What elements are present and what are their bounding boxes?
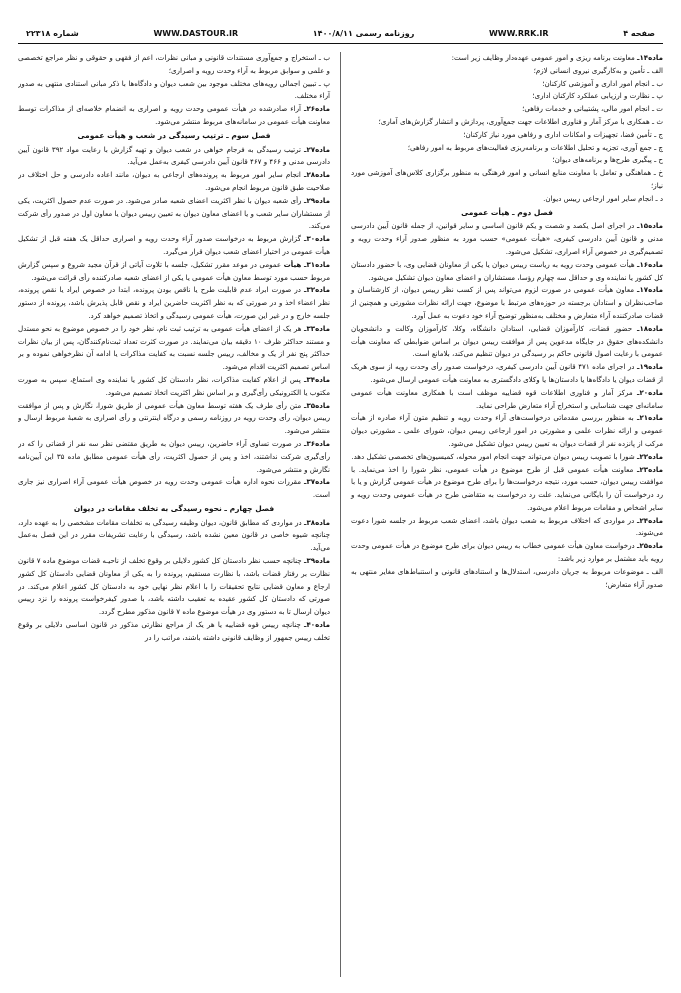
paragraph-text: الف ـ تأمین و به‌کارگیری نیروی انسانی لازم؛ <box>533 65 663 75</box>
article-paragraph <box>351 387 663 413</box>
paragraph-text: خ ـ هماهنگی و تعامل با معاونت منابع انسانی و امور فرهنگی به منظور برگزاری کلاس‌های آموزشی مورد نیاز؛ <box>351 168 663 190</box>
article-paragraph <box>18 438 330 476</box>
paragraph-text: در صورت تساوی آراء حاضرین، رییس دیوان به طریق مقتضی نظر سه نفر از قضاتی را که در رأی‌گیری شرکت نداشتند، اخذ و پس از حصول اکثریت، رأی هیأت عمومی مطابق ماده ۳۵ این آیین‌نامه نگارش و منتشر می‌شود. <box>18 438 330 474</box>
column-divider <box>336 52 345 977</box>
article-paragraph <box>351 540 663 566</box>
paragraph-text: هر یک از اعضای هیأت عمومی به ترتیب ثبت نام، نظر خود را در خصوص موضوع به نحو مستدل و مستند حداکثر ظرف ۱۰ دقیقه بیان می‌نمایند. در صورت کثرت تعداد ثبت‌نام‌کنندگان، پس از بیان نظرات حداکثر پنج نفر از یک و مخالف، رییس جلسه نسبت به کفایت مذاکرات یا ادامه آن نظرخواهی نموده و بر اساس تصمیم اکثریت اقدام می‌شود. <box>18 323 330 372</box>
paragraph-text: د ـ انجام سایر امور ارجاعی رییس دیوان. <box>543 193 663 203</box>
article-paragraph <box>18 555 330 619</box>
paragraph-text: در صورت ابراد عدم قابلیت طرح یا ناقص بودن پرونده، ابتدا در خصوص ایراد یا نقص پرونده، نظر اعضاء اخذ و در صورتی که به نظر اکثریت حاضرین ایراد و نقص قابل پذیرش باشد، پرونده از دستور جلسه خارج و در غیر این صورت، هیأت عمومی رسیدگی و اتخاذ تصمیم خواهد کرد. <box>18 285 330 320</box>
article-label: ماده۳۷ـ <box>304 477 330 487</box>
paragraph-text: ترتیب رسیدگی به فرجام خواهی در شعب دیوان و تهیه گزارش با رعایت مواد ۳۹۲ قانون آیین دادرسی مدنی و ۴۶۶ و ۴۶۷ قانون آیین دادرسی کیفری به‌عمل می‌آید. <box>18 144 330 167</box>
paragraph-text: متن رأی طرف یک هفته توسط معاون هیأت عمومی از طریق شورا، نگارش و پس از موافقت رییس دیوان، رأی وحدت رویه در روزنامه رسمی و درگاه اینترنتی و رأی اصراری به شعبهٔ مربوط ارسال و منتشر می‌شود. <box>18 400 330 436</box>
article-label: ماده۴۰ـ <box>304 620 330 630</box>
article-paragraph <box>351 451 663 464</box>
section-heading: فصل دوم ـ هیأت عمومی <box>461 207 553 217</box>
paragraph-text: چنانچه حسب نظر دادستان کل کشور دلایلی بر وقوع تخلف از ناحیـه قضات موضوع ماده ۷ قانون نظارت بر رفتار قضات باشد، با نظارت مستقیم، پرونده را به یکی از معاونان قضایی دادستان کل کشور ارجاع و معاون قضایی نتایج تحقیقات را با اعلام نظر نهایی خود به دادستان کل کشور اعلام می‌کند. در صورتی که دادستان کل کشور عقیده به تعقیب داشته باشد، با صدور کیفرخواست پرونده را نزد رییس دیوان ارسال تا به دستور وی در هیأت موضوع ماده ۷ قانون مذکور مطرح گردد. <box>18 556 330 617</box>
article-label: ماده۲۱ـ <box>637 413 663 423</box>
paragraph-text: حضور قضات، کارآموزان قضایی، استادان دانشگاه، وکلا، کارآموزان وکالت و دانشجویان دانشکده‌های حقوق در جایگاه مدعوین پس از موافقت رییس دیوان بر اساس ضوابطی که معاونت هیأت عمومی با رعایت اصول قانونی حاکم بر رسیدگی در دیوان تنظیم می‌کند، بلامانع است. <box>351 323 663 359</box>
section-heading: فصل سوم ـ ترتیب رسیدگی در شعب و هیأت عمومی <box>77 130 271 140</box>
article-label: ماده۲۲ـ <box>637 451 663 461</box>
article-label: ماده۲۸ـ <box>304 170 330 180</box>
paragraph-text: ج ـ تأمین فضا، تجهیزات و امکانات اداری و رفاهی مورد نیاز کارکنان؛ <box>463 129 663 139</box>
paragraph-text: ح ـ پیگیری طرح‌ها و برنامه‌های دیوان؛ <box>552 155 663 165</box>
paragraph-text: الف ـ موضوعات مربوط به جریان دادرسی، استدلال‌ها و استنادهای قانونی و استنباط‌های مغایر منتهی به صدور آراء متعارض؛ <box>351 566 663 589</box>
paragraph-text: پ ـ تبیین اجمالی رویه‌های مختلف موجود بین شعب دیوان و دادگاه‌ها با ذکر مبانی استنادی منتهی به صدور آراء مختلف. <box>18 78 330 101</box>
article-label: ماده۲۰ـ <box>637 387 663 397</box>
article-paragraph <box>18 374 330 400</box>
left-column <box>18 52 336 977</box>
paragraph-text: در اجرای ماده ۴۷۱ قانون آیین دادرسی کیفری، درخواست صدور رأی وحدت رویه از سوی هریک از قضات دیوان یا دادگاه‌ها یا دادستان‌ها یا وکلای دادگستری به معاونت هیأت عمومی ارسال می‌شود. <box>351 362 663 384</box>
paragraph-text: چنانچه رییس قوه قضاییه یا هر یک از مراجع نظارتی مذکور در قانون اساسی دلایلی بر وقوع تخلف رییس جمهور از وظایف قانونی داشته باشند، مراتب را در <box>18 620 330 642</box>
article-paragraph <box>18 517 330 555</box>
paragraph-text: چ ـ جمع آوری، تجزیه و تحلیل اطلاعات و برنامه‌ریزی فعالیت‌های مربوط به امور رفاهی؛ <box>407 142 663 152</box>
article-label: ماده۳۱ـ هیأت <box>283 259 330 269</box>
article-label: ماده۳۶ـ <box>304 438 330 448</box>
paragraph <box>351 193 663 206</box>
article-paragraph <box>351 52 663 65</box>
article-label: ماده۳۲ـ <box>304 285 330 295</box>
section-heading: فصل چهارم ـ نحوه رسیدگی به تخلف مقامات در دیوان <box>73 503 275 513</box>
article-label: ماده۳۴ـ <box>304 374 330 384</box>
paragraph-text: ث ـ همکاری با مرکز آمار و فناوری اطلاعات جهت جمع‌آوری، پردازش و انتشار گزارش‌های آماری؛ <box>378 116 663 126</box>
paragraph <box>18 78 330 104</box>
article-paragraph <box>351 464 663 515</box>
paragraph <box>351 167 663 193</box>
article-label: ماده۳۸ـ <box>304 517 330 527</box>
article-label: ماده۳۵ـ <box>304 400 330 410</box>
article-paragraph <box>351 284 663 322</box>
paragraph <box>351 142 663 155</box>
article-paragraph <box>18 476 330 502</box>
paragraph <box>18 52 330 78</box>
paragraph-text: درخواست معاون هیأت عمومی خطاب به رییس دیوان برای طرح موضوع در هیأت عمومی وحدت رویه باید مشتمل بر موارد زیر باشد: <box>351 541 663 564</box>
paragraph-text: مقررات نحوه اداره هیأت عمومی وحدت رویه در خصوص هیأت عمومی آراء اصراری نیز جاری است. <box>18 477 330 500</box>
article-paragraph <box>18 144 330 170</box>
article-paragraph <box>18 284 330 322</box>
article-paragraph <box>18 195 330 233</box>
article-paragraph <box>351 361 663 387</box>
paragraph-text: هیأت عمومی وحدت رویه به ریاست رییس دیوان یا یکی از معاونان قضایی وی، با حضور دادستان کل کشور یا نماینده وی و حداقل سه چهارم رؤسا، مستشاران و اعضای معاون دیوان تشکیل می‌شود. <box>351 259 663 282</box>
paragraph <box>351 116 663 129</box>
paragraph-text: پ ـ نظارت و ارزیابی عملکرد کارکنان اداری؛ <box>532 91 663 101</box>
article-paragraph <box>18 323 330 374</box>
article-label: ماده۲۹ـ <box>304 195 330 205</box>
article-paragraph <box>18 259 330 285</box>
paragraph-text: رأی شعبه دیوان با نظر اکثریت اعضای شعبه صادر می‌شود. در صورت عدم حصول اکثریت، یکی از مستشاران سایر شعب و یا اعضای معاون دیوان به تعیین رییس دیوان یا معاون اول در صدور رأی شرکت می‌کند. <box>18 195 330 231</box>
paragraph-text: معاونت هیأت عمومی قبل از طرح موضوع در هیأت عمومی، نظر شورا را اخذ می‌نماید. با موافقت رییس دیوان، حسب مورد، نتیجه درخواست‌ها را برای طرح موضوع در هیأت عمومی گزارش و یا با رد درخواست آن را بایگانی می‌نماید. علت رد درخواست به متقاضی طرح در هیأت عمومی وحدت رویه و سایر اشخاص و مقامات مربوط اعلام می‌شود. <box>351 464 663 512</box>
paragraph-text: ب ـ انجام امور اداری و آموزشی کارکنان؛ <box>542 78 663 88</box>
article-paragraph <box>18 619 330 645</box>
paragraph <box>351 154 663 167</box>
paragraph-text: در اجرای اصل یکصد و شصت و یکم قانون اساسی و سایر قوانین، از جمله قانون آیین دادرسی مدنی و قانون آیین دادرسی کیفری، «هیأت عمومی» حسب مورد به منظور صدور آراء وحدت رویه و تصمیم‌گیری در خصوص آراء اصراری، تشکیل می‌شود. <box>351 221 663 256</box>
paragraph-text: به منظور بررسی مقدماتی درخواست‌های آراء وحدت رویه و تنظیم متون آراء صادره از هیأت عمومی و ارائه نظرات علمی و مشورتی در امور ارجاعی رییس دیوان، شورای علمی ـ مشورتی دیوان مرکب از پانزده نفر از قضات دیوان به تعیین رییس دیوان تشکیل می‌شود. <box>351 413 663 448</box>
paragraph <box>351 129 663 142</box>
page-number: صفحه ۴ <box>623 29 655 38</box>
paragraph-text: آراء صادرشده در هیأت عمومی وحدت رویه و اصراری به انضمام خلاصه‌ای از مذاکرات توسط معاونت هیأت عمومی در سامانه‌های مربوط منتشر می‌شود. <box>18 104 330 126</box>
paragraph-text: پس از اعلام کفایت مذاکرات، نظر دادستان کل کشور یا نماینده وی استماع، سپس به صورت مکتوب یا الکترونیکی رأی‌گیری و بر اساس نظر اکثریت اتخاذ تصمیم می‌شود. <box>18 374 330 397</box>
paragraph <box>351 566 663 592</box>
article-label: ماده۳۳ـ <box>304 323 330 333</box>
paragraph-text: انجام سایر امور مربوط به پرونده‌های ارجاعی به دیوان، مانند اعاده دادرسی و حل اختلاف در صلاحیت طبق قانون مربوط انجام می‌شود. <box>18 170 330 192</box>
article-label: ماده۱۵ـ <box>637 221 663 231</box>
article-paragraph <box>351 515 663 541</box>
article-label: ماده۱۶ـ <box>637 259 663 269</box>
article-label: ماده۱۷ـ <box>637 285 663 295</box>
article-label: ماده۲۷ـ <box>304 144 330 154</box>
article-label: ماده۲۶ـ <box>304 104 330 114</box>
paragraph <box>351 65 663 78</box>
article-label: ماده۲۳ـ <box>637 464 663 474</box>
paragraph-text: معاونت برنامه ریزی و امور عمومی عهده‌دار وظایف زیر است: <box>451 53 637 62</box>
article-label: ماده۳۹ـ <box>304 556 330 566</box>
issue-number: شماره ۲۲۳۱۸ <box>26 29 79 38</box>
paragraph-text: ت ـ انجام امور مالی، پشتیبانی و خدمات رفاهی؛ <box>522 104 663 114</box>
right-column <box>345 52 663 977</box>
article-paragraph <box>18 400 330 438</box>
article-paragraph <box>351 220 663 258</box>
paragraph <box>351 78 663 91</box>
article-label: ماده۱۴ـ <box>637 53 663 62</box>
article-paragraph <box>351 259 663 285</box>
paragraph-text: عمومی در موعد مقرر تشکیل، جلسه با تلاوت آیاتی از قرآن مجید شروع و سپس گزارش مربوط حسب مورد توسط معاون هیأت عمومی یا یکی از اعضای شعبه صادرکننده رأی قرائت می‌شود. <box>18 259 330 282</box>
article-paragraph <box>351 412 663 450</box>
site-dastour-link[interactable]: WWW.DASTOUR.IR <box>153 29 239 38</box>
paragraph-text: در مواردی که مطابق قانون، دیوان وظیفه رسیدگی به تخلفات مقامات مشخصی را به عهده دارد، چنانچه شیوه خاصی در قانون معین نشده باشد، رسیدگی با رعایت تشریفات مقرر در این فصل به‌عمل می‌آید. <box>18 517 330 553</box>
page-header <box>18 24 663 44</box>
paragraph <box>351 103 663 116</box>
paragraph-text: در مواردی که اختلاف مربوط به شعب دیوان باشد، اعضای شعب مربوط در جلسه شورا دعوت می‌شوند. <box>351 515 663 538</box>
site-rrk-link[interactable]: WWW.RRK.IR <box>488 29 549 38</box>
article-label: ماده۳۰ـ <box>304 234 330 244</box>
article-label: ماده۱۸ـ <box>637 323 663 333</box>
paragraph-text: شورا با تصویب رییس دیوان می‌تواند جهت انجام امور محوله، کمیسیون‌های تخصصی تشکیل دهد. <box>351 451 637 461</box>
paragraph <box>351 90 663 103</box>
page-body <box>18 52 663 977</box>
article-label: ماده۲۵ـ <box>637 541 663 551</box>
paragraph-text: معاون هیأت عمومی در صورت لزوم می‌تواند پس از کسب نظر رییس دیوان، از کارشناسان و صاحب‌نظران و استادان برجسته در حوزه‌های مرتبط با موضوع، جهت ارائه نظرات مشورتی و همچنین از قضات صادرکننده آراء متعارض و مختلف به‌منظور توضیح آراء خود دعوت به عمل آورد. <box>351 285 663 320</box>
paragraph-text: مرکز آمار و فناوری اطلاعات قوه قضاییه موظف است با همکاری معاونت هیأت عمومی سامانه‌ای جهت شناسایی و استخراج آراء متعارض طراحی نماید. <box>351 387 663 410</box>
gazette-date: روزنامه رسمی ۱۴۰۰/۸/۱۱ <box>312 29 415 38</box>
article-paragraph <box>18 233 330 259</box>
paragraph-text: ب ـ استخراج و جمع‌آوری مستندات قانونی و مبانی نظرات، اعم از فقهی و حقوقی و نظر مراجع تخصصی و علمی و سوابق مربوط به آراء وحدت رویه و اصراری؛ <box>18 53 330 75</box>
article-paragraph <box>18 169 330 195</box>
article-paragraph <box>351 323 663 361</box>
article-paragraph <box>18 103 330 129</box>
paragraph-text: گزارش مربوط به درخواست صدور آراء وحدت رویه و اصراری حداقل یک هفته قبل از تشکیل هیأت عمومی در اختیار اعضای شعب دیوان قرار می‌گیرد. <box>18 234 330 256</box>
article-label: ماده۲۴ـ <box>637 515 663 525</box>
article-label: ماده۱۹ـ <box>637 362 663 372</box>
